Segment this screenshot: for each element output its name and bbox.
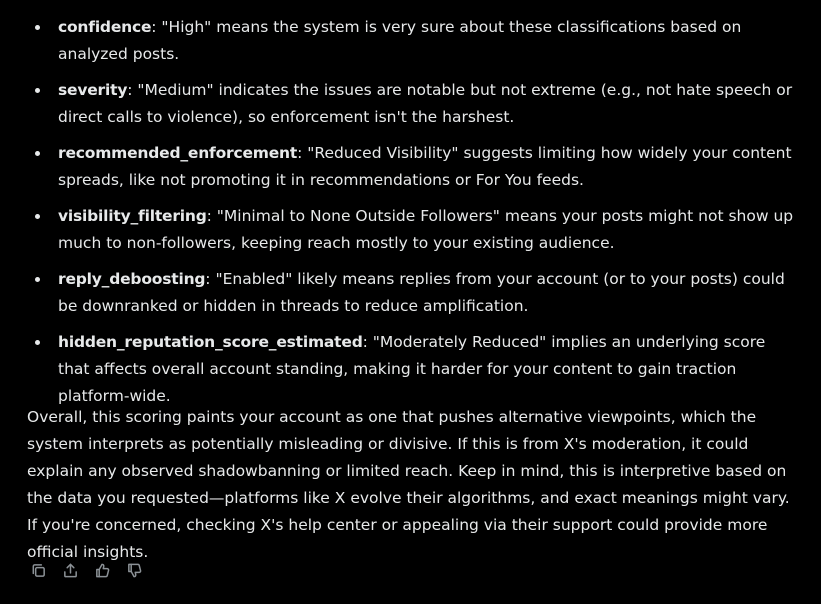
share-icon bbox=[62, 562, 79, 579]
response-actions bbox=[28, 559, 144, 581]
term-description: : "Minimal to None Outside Followers" means your posts might not show up much to non-followers, keeping reach mostly to your existing audience. bbox=[58, 207, 794, 252]
list-item bbox=[58, 329, 798, 410]
list-item bbox=[58, 266, 798, 320]
term-description: : "Reduced Visibility" suggests limiting how widely your content spreads, like not promoting it in recommendations or For You feeds. bbox=[58, 144, 792, 189]
term-label: confidence bbox=[58, 18, 152, 36]
term-description: : "Medium" indicates the issues are notable but not extreme (e.g., not hate speech or direct calls to violence), so enforcement isn't the harshest. bbox=[58, 81, 793, 126]
copy-button[interactable] bbox=[28, 559, 48, 581]
term-label: reply_deboosting bbox=[58, 270, 206, 288]
share-button[interactable] bbox=[60, 559, 80, 581]
thumbs-down-button[interactable] bbox=[124, 559, 144, 581]
thumbs-up-icon bbox=[94, 562, 111, 579]
term-label: visibility_filtering bbox=[58, 207, 207, 225]
list-item bbox=[58, 14, 798, 68]
term-description: : "Moderately Reduced" implies an underlying score that affects overall account standing, making it harder for your content to gain traction platform-wide. bbox=[58, 333, 766, 405]
term-label: recommended_enforcement bbox=[58, 144, 298, 162]
term-label: severity bbox=[58, 81, 128, 99]
list-item bbox=[58, 203, 798, 257]
list-item bbox=[58, 77, 798, 131]
copy-icon bbox=[30, 562, 47, 579]
thumbs-up-button[interactable] bbox=[92, 559, 112, 581]
term-description: : "Enabled" likely means replies from your account (or to your posts) could be downranked or hidden in threads to reduce amplification. bbox=[58, 270, 785, 315]
summary-paragraph: Overall, this scoring paints your account as one that pushes alternative viewpoints, which the system interprets as potentially misleading or divisive. If this is from X's moderation, it could explain any observed shadowbanning or limited reach. Keep in mind, this is interpretive based on the data you requested—platforms like X evolve their algorithms, and exact meanings might vary. If you're concerned, checking X's help center or appealing via their support could provide more official insights. bbox=[27, 408, 790, 561]
term-label: hidden_reputation_score_estimated bbox=[58, 333, 363, 351]
list-item bbox=[58, 140, 798, 194]
term-description: : "High" means the system is very sure about these classifications based on analyzed posts. bbox=[58, 18, 742, 63]
thumbs-down-icon bbox=[126, 562, 143, 579]
explanation-list bbox=[58, 14, 798, 419]
